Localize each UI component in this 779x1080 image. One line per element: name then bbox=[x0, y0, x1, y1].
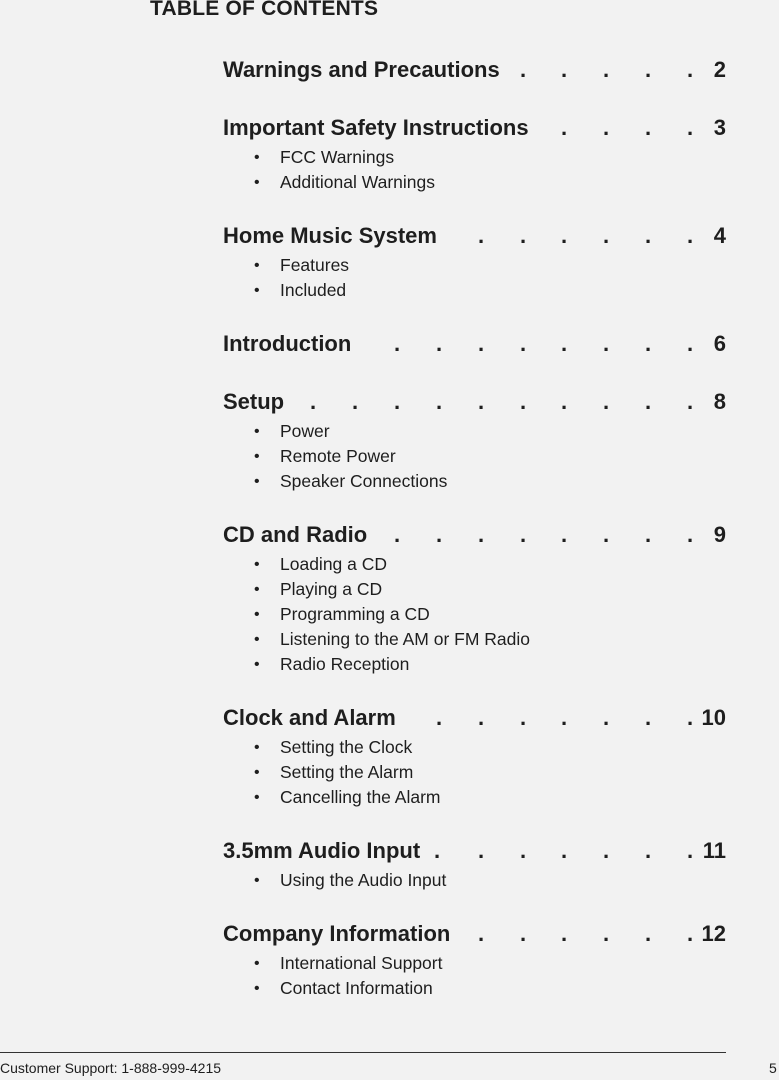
toc-entry-page: 10 bbox=[701, 705, 726, 730]
toc-subitem-label: Power bbox=[280, 421, 330, 441]
section-gap bbox=[223, 362, 726, 386]
toc-subitem[interactable] bbox=[223, 628, 726, 653]
leader-dot: . bbox=[477, 223, 485, 248]
bullet-icon: • bbox=[254, 149, 260, 166]
section-gap bbox=[223, 678, 726, 702]
toc-entry[interactable] bbox=[223, 220, 726, 254]
section-gap bbox=[223, 88, 726, 112]
leader-dot: . bbox=[644, 389, 652, 414]
bullet-icon: • bbox=[254, 174, 260, 191]
bullet-icon: • bbox=[254, 423, 260, 440]
leader-dot: . bbox=[560, 223, 568, 248]
bullet-icon: • bbox=[254, 980, 260, 997]
leader-dot: . bbox=[477, 331, 485, 356]
toc-subitem[interactable] bbox=[223, 171, 726, 196]
toc-subitem[interactable] bbox=[223, 553, 726, 578]
leader-dot: . bbox=[309, 389, 317, 414]
toc-subitem[interactable] bbox=[223, 254, 726, 279]
toc-subitem[interactable] bbox=[223, 420, 726, 445]
leader-dot: . bbox=[477, 921, 485, 946]
toc-entry[interactable] bbox=[223, 702, 726, 736]
leader-dot: . bbox=[560, 115, 568, 140]
leader-dot: . bbox=[602, 57, 610, 82]
table-of-contents bbox=[223, 54, 726, 1002]
leader-dot: . bbox=[686, 389, 694, 414]
toc-subitem[interactable] bbox=[223, 578, 726, 603]
leader-dot: . bbox=[686, 57, 694, 82]
toc-entry-title: Home Music System bbox=[223, 223, 437, 248]
toc-entry[interactable] bbox=[223, 328, 726, 362]
toc-subitem[interactable] bbox=[223, 445, 726, 470]
leader-dot: . bbox=[519, 838, 527, 863]
leader-dot: . bbox=[519, 57, 527, 82]
leader-dot: . bbox=[686, 838, 694, 863]
leader-dot: . bbox=[519, 921, 527, 946]
section-gap bbox=[223, 894, 726, 918]
toc-subitem-label: Additional Warnings bbox=[280, 172, 435, 192]
toc-entry[interactable] bbox=[223, 386, 726, 420]
leader-dot: . bbox=[602, 331, 610, 356]
leader-dot: . bbox=[644, 57, 652, 82]
toc-subitem[interactable] bbox=[223, 470, 726, 495]
toc-subitem-label: Speaker Connections bbox=[280, 471, 448, 491]
toc-subitems bbox=[223, 146, 726, 196]
leader-dot: . bbox=[602, 705, 610, 730]
toc-entry[interactable] bbox=[223, 112, 726, 146]
leader-dot: . bbox=[602, 389, 610, 414]
leader-dot: . bbox=[644, 921, 652, 946]
leader-dot: . bbox=[393, 522, 401, 547]
toc-entry-page: 3 bbox=[713, 115, 726, 140]
leader-dot: . bbox=[477, 705, 485, 730]
leader-dot: . bbox=[686, 522, 694, 547]
toc-entry-page: 12 bbox=[701, 921, 726, 946]
leader-dot: . bbox=[433, 838, 441, 863]
leader-dot: . bbox=[644, 522, 652, 547]
toc-entry-title: 3.5mm Audio Input bbox=[223, 838, 421, 863]
toc-subitem[interactable] bbox=[223, 736, 726, 761]
bullet-icon: • bbox=[254, 656, 260, 673]
toc-entry-page: 4 bbox=[713, 223, 726, 248]
toc-subitem-label: Setting the Alarm bbox=[280, 762, 414, 782]
leader-dot: . bbox=[435, 389, 443, 414]
toc-subitem[interactable] bbox=[223, 279, 726, 304]
leader-dot: . bbox=[560, 331, 568, 356]
toc-subitem[interactable] bbox=[223, 977, 726, 1002]
leader-dot: . bbox=[644, 115, 652, 140]
leader-dot: . bbox=[602, 522, 610, 547]
leader-dot: . bbox=[644, 838, 652, 863]
page-number: 5 bbox=[769, 1060, 777, 1076]
toc-subitem-label: Features bbox=[280, 255, 350, 275]
bullet-icon: • bbox=[254, 631, 260, 648]
leader-dot: . bbox=[686, 331, 694, 356]
bullet-icon: • bbox=[254, 955, 260, 972]
bullet-icon: • bbox=[254, 764, 260, 781]
leader-dot: . bbox=[602, 838, 610, 863]
page-title: TABLE OF CONTENTS bbox=[150, 0, 379, 20]
bullet-icon: • bbox=[254, 257, 260, 274]
leader-dot: . bbox=[393, 331, 401, 356]
bullet-icon: • bbox=[254, 581, 260, 598]
toc-entry-page: 11 bbox=[702, 838, 726, 863]
toc-subitem[interactable] bbox=[223, 869, 726, 894]
toc-subitem-label: Cancelling the Alarm bbox=[280, 787, 441, 807]
toc-subitem[interactable] bbox=[223, 786, 726, 811]
toc-entry-title: Warnings and Precautions bbox=[223, 57, 500, 82]
bullet-icon: • bbox=[254, 789, 260, 806]
toc-subitem-label: Included bbox=[280, 280, 347, 300]
section-gap bbox=[223, 811, 726, 835]
bullet-icon: • bbox=[254, 448, 260, 465]
toc-entry-title: Company Information bbox=[223, 921, 451, 946]
toc-subitem-label: Playing a CD bbox=[280, 579, 383, 599]
leader-dot: . bbox=[686, 705, 694, 730]
bullet-icon: • bbox=[254, 282, 260, 299]
toc-entry-page: 2 bbox=[713, 57, 726, 82]
toc-subitem-label: Programming a CD bbox=[280, 604, 430, 624]
leader-dot: . bbox=[477, 522, 485, 547]
toc-subitems bbox=[223, 736, 726, 811]
toc-subitem-label: Radio Reception bbox=[280, 654, 410, 674]
toc-entry-title: CD and Radio bbox=[223, 522, 368, 547]
section-gap bbox=[223, 196, 726, 220]
toc-entry[interactable] bbox=[223, 918, 726, 952]
toc-subitems bbox=[223, 869, 726, 894]
leader-dot: . bbox=[686, 921, 694, 946]
toc-subitem-label: FCC Warnings bbox=[280, 147, 395, 167]
section-gap bbox=[223, 304, 726, 328]
leader-dot: . bbox=[644, 331, 652, 356]
toc-subitem-label: Loading a CD bbox=[280, 554, 388, 574]
toc-subitem-label: Contact Information bbox=[280, 978, 433, 998]
leader-dot: . bbox=[560, 705, 568, 730]
leader-dot: . bbox=[644, 223, 652, 248]
leader-dot: . bbox=[435, 331, 443, 356]
toc-entry-title: Introduction bbox=[223, 331, 352, 356]
leader-dot: . bbox=[560, 389, 568, 414]
leader-dot: . bbox=[393, 389, 401, 414]
leader-dot: . bbox=[477, 389, 485, 414]
leader-dot: . bbox=[519, 331, 527, 356]
toc-subitems bbox=[223, 420, 726, 495]
toc-subitem-label: Listening to the AM or FM Radio bbox=[280, 629, 530, 649]
leader-dot: . bbox=[519, 223, 527, 248]
leader-dot: . bbox=[519, 705, 527, 730]
leader-dot: . bbox=[602, 115, 610, 140]
toc-entry[interactable] bbox=[223, 519, 726, 553]
bullet-icon: • bbox=[254, 473, 260, 490]
bullet-icon: • bbox=[254, 556, 260, 573]
toc-subitems bbox=[223, 254, 726, 304]
leader-dot: . bbox=[435, 705, 443, 730]
leader-dot: . bbox=[644, 705, 652, 730]
toc-entry-page: 8 bbox=[713, 389, 726, 414]
toc-subitem-label: Setting the Clock bbox=[280, 737, 413, 757]
leader-dot: . bbox=[519, 389, 527, 414]
toc-subitem-label: Remote Power bbox=[280, 446, 396, 466]
leader-dot: . bbox=[602, 921, 610, 946]
toc-entry-page: 6 bbox=[713, 331, 726, 356]
toc-subitem-label: International Support bbox=[280, 953, 443, 973]
leader-dot: . bbox=[560, 57, 568, 82]
toc-entry-title: Clock and Alarm bbox=[223, 705, 396, 730]
toc-entry[interactable] bbox=[223, 835, 726, 869]
bullet-icon: • bbox=[254, 606, 260, 623]
leader-dot: . bbox=[560, 522, 568, 547]
bullet-icon: • bbox=[254, 739, 260, 756]
leader-dot: . bbox=[351, 389, 359, 414]
toc-subitem[interactable] bbox=[223, 603, 726, 628]
toc-subitems bbox=[223, 553, 726, 678]
footer-rule bbox=[0, 1052, 726, 1053]
toc-entry-title: Setup bbox=[223, 389, 285, 414]
toc-subitem[interactable] bbox=[223, 653, 726, 678]
leader-dot: . bbox=[686, 223, 694, 248]
toc-subitem-label: Using the Audio Input bbox=[280, 870, 447, 890]
toc-entry[interactable] bbox=[223, 54, 726, 88]
leader-dot: . bbox=[435, 522, 443, 547]
toc-subitem[interactable] bbox=[223, 761, 726, 786]
customer-support-text: Customer Support: 1-888-999-4215 bbox=[0, 1060, 222, 1076]
section-gap bbox=[223, 495, 726, 519]
leader-dot: . bbox=[560, 921, 568, 946]
leader-dot: . bbox=[602, 223, 610, 248]
bullet-icon: • bbox=[254, 872, 260, 889]
toc-subitem[interactable] bbox=[223, 952, 726, 977]
leader-dot: . bbox=[686, 115, 694, 140]
toc-entry-page: 9 bbox=[713, 522, 726, 547]
toc-entry-title: Important Safety Instructions bbox=[223, 115, 529, 140]
toc-subitems bbox=[223, 952, 726, 1002]
leader-dot: . bbox=[519, 522, 527, 547]
leader-dot: . bbox=[560, 838, 568, 863]
leader-dot: . bbox=[477, 838, 485, 863]
toc-subitem[interactable] bbox=[223, 146, 726, 171]
